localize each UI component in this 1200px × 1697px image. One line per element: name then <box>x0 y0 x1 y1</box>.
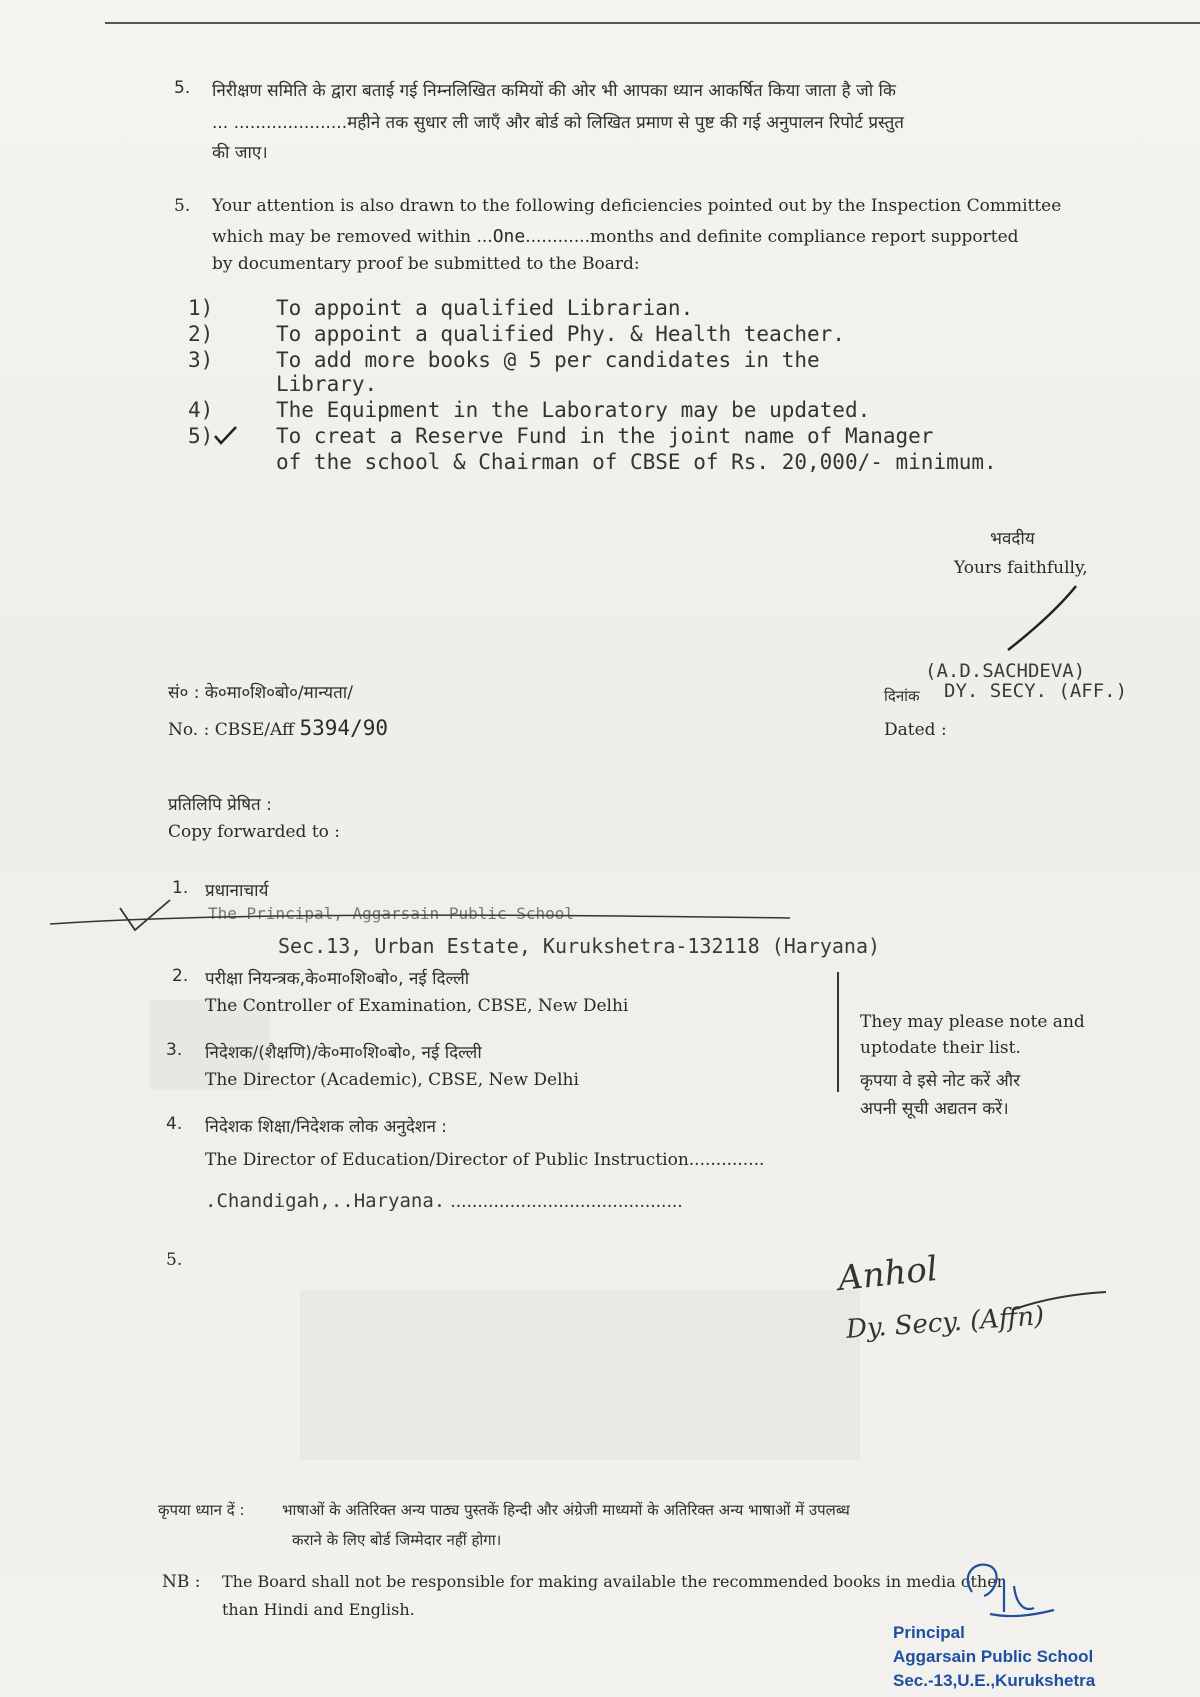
recipient-1-line: The Principal, Aggarsain Public School <box>208 904 575 923</box>
ref-number: 5394/90 <box>299 716 389 740</box>
handwritten-designation: Dy. Secy. (Affn) <box>845 1301 1046 1345</box>
dated-label: Dated : <box>884 720 947 740</box>
footer-hindi-label: कृपया ध्यान दें : <box>158 1501 245 1519</box>
deficiency-text: To appoint a qualified Phy. & Health teacher. <box>276 322 845 346</box>
recipient-1-num: 1. <box>172 878 189 898</box>
deficiency-text: To appoint a qualified Librarian. <box>276 296 694 320</box>
recipient-3-hindi: निदेशक/(शैक्षणि)/के०मा०शि०बो०, नई दिल्ली <box>205 1043 482 1063</box>
deficiency-text: To add more books @ 5 per candidates in the <box>276 348 820 372</box>
footer-nb-line1: The Board shall not be responsible for making available the recommended books in media other <box>222 1572 1005 1591</box>
recipient-2-num: 2. <box>172 966 189 986</box>
deficiency-text: To creat a Reserve Fund in the joint name of Manager <box>276 424 934 448</box>
closing-english: Yours faithfully, <box>954 558 1088 578</box>
signatory-designation: DY. SECY. (AFF.) <box>944 680 1128 702</box>
para5-hindi-num: 5. <box>174 78 191 98</box>
recipient-4-place-line <box>205 1190 683 1212</box>
side-note-hindi-2: अपनी सूची अद्यतन करें। <box>860 1099 1009 1119</box>
para5-line2-fill: One <box>492 226 526 247</box>
recipient-4-num: 4. <box>166 1114 183 1134</box>
signatory-name: (A.D.SACHDEVA) <box>925 660 1086 682</box>
para5-hindi-line1: निरीक्षण समिति के द्वारा बताई गई निम्नलिखित कमियों की ओर भी आपका ध्यान आकर्षित किया जाता है जो कि <box>212 81 896 101</box>
para5-line2-pre: which may be removed within ... <box>212 227 493 247</box>
deficiency-number: 4) <box>188 398 214 422</box>
principal-stamp <box>893 1621 1133 1693</box>
closing-hindi: भवदीय <box>990 529 1035 549</box>
recipient-3-num: 3. <box>166 1040 183 1060</box>
deficiency-text: Library. <box>276 372 378 396</box>
deficiency-number: 3) <box>188 348 214 372</box>
para5-hindi-line3: की जाए। <box>212 143 268 163</box>
side-note-english-1: They may please note and <box>860 1012 1085 1032</box>
footer-nb-line2: than Hindi and English. <box>222 1600 415 1619</box>
handwritten-signature: Anhol <box>836 1248 940 1300</box>
copy-hindi: प्रतिलिपि प्रेषित : <box>168 795 272 815</box>
footer-hindi-line1: भाषाओं के अतिरिक्त अन्य पाठ्य पुस्तकें हिन्दी और अंग्रेजी माध्यमों के अतिरिक्त अन्य भाषाओं में उपलब्ध <box>282 1501 850 1519</box>
para5-line2-post: ............months and definite compliance report supported <box>525 227 1019 247</box>
recipient-5-num: 5. <box>166 1250 183 1270</box>
ref-english <box>168 716 388 740</box>
deficiency-number: 1) <box>188 296 214 320</box>
recipient-1-address: Sec.13, Urban Estate, Kurukshetra-132118 (Haryana) <box>278 934 881 958</box>
side-note-hindi-1: कृपया वे इसे नोट करें और <box>860 1071 1021 1091</box>
recipient-2-english: The Controller of Examination, CBSE, New Delhi <box>205 996 629 1016</box>
side-note-bar <box>837 972 839 1092</box>
recipient-4-place: .Chandigah,..Haryana. <box>205 1190 446 1212</box>
copy-english: Copy forwarded to : <box>168 822 341 842</box>
para5-hindi-line2: ... .....................महीने तक सुधार ली जाएँ और बोर्ड को लिखित प्रमाण से पुष्ट की गई अनुपालन रिपोर्ट प्रस्तुत <box>212 113 904 133</box>
ref-prefix: No. : CBSE/Aff <box>168 720 295 740</box>
signature-stroke <box>1000 582 1080 656</box>
para5-english-num: 5. <box>174 196 191 216</box>
recipient-3-english: The Director (Academic), CBSE, New Delhi <box>205 1070 579 1090</box>
footer-hindi-line2: कराने के लिए बोर्ड जिम्मेदार नहीं होगा। <box>292 1531 502 1549</box>
recipient-2-hindi: परीक्षा नियन्त्रक,के०मा०शि०बो०, नई दिल्ली <box>205 969 470 989</box>
deficiency-number: 5) <box>188 424 214 448</box>
deficiency-text: of the school & Chairman of CBSE of Rs. 20,000/- minimum. <box>276 450 997 474</box>
recipient-4-hindi: निदेशक शिक्षा/निदेशक लोक अनुदेशन : <box>205 1117 448 1137</box>
check-mark-icon <box>212 424 238 446</box>
footer-nb-label: NB : <box>162 1572 201 1592</box>
strike-line <box>50 896 810 936</box>
ref-hindi: सं० : के०मा०शि०बो०/मान्यता/ <box>168 683 353 703</box>
stamp-line-2: Aggarsain Public School <box>893 1647 1094 1666</box>
stamp-line-3: Sec.-13,U.E.,Kurukshetra <box>893 1671 1096 1690</box>
para5-english-line3: by documentary proof be submitted to the Board: <box>212 254 640 274</box>
stamp-initials <box>950 1556 1060 1626</box>
recipient-1-hindi: प्रधानाचार्य <box>205 881 269 901</box>
deficiency-number: 2) <box>188 322 214 346</box>
stamp-line-1: Principal <box>893 1623 965 1642</box>
side-note-english-2: uptodate their list. <box>860 1038 1021 1058</box>
recipient-4-english: The Director of Education/Director of Public Instruction.............. <box>205 1150 765 1170</box>
top-rule <box>105 22 1200 24</box>
para5-english-line2 <box>212 226 1019 247</box>
scan-shade <box>300 1290 860 1460</box>
dated-hindi: दिनांक <box>884 687 920 705</box>
deficiency-text: The Equipment in the Laboratory may be updated. <box>276 398 871 422</box>
recipient-4-dots: ........................................... <box>450 1192 683 1212</box>
para5-english-line1: Your attention is also drawn to the following deficiencies pointed out by the Inspection Committee <box>212 196 1062 216</box>
